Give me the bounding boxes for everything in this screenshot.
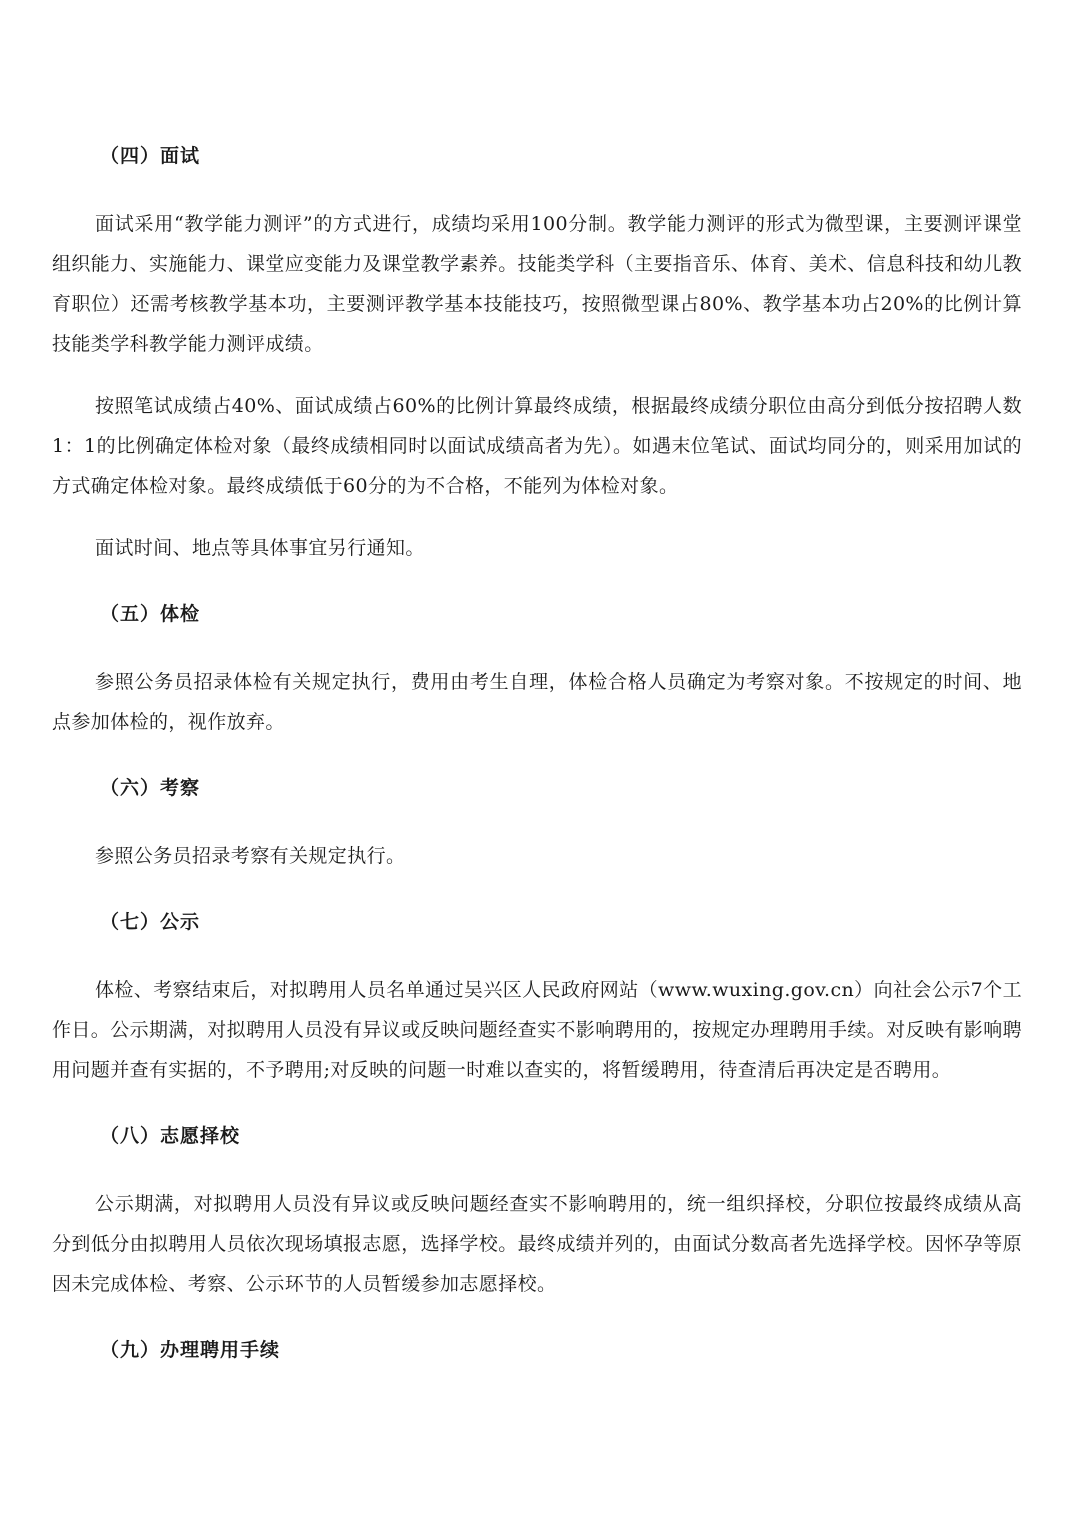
section-heading-interview: （四）面试 bbox=[100, 145, 201, 167]
interview-paragraph-3: 面试时间、地点等具体事宜另行通知。 bbox=[95, 537, 425, 559]
school-choice-paragraph-1: 公示期满，对拟聘用人员没有异议或反映问题经查实不影响聘用的，统一组织择校，分职位按最终成绩从高分到低分由拟聘用人员依次现场填报志愿，选择学校。最终成绩并列的，由面试分数高者先选择学校。因怀孕等原因未完成体检、考察、公示环节的人员暂缓参加志愿择校。 bbox=[52, 1193, 1023, 1295]
section-heading-school-choice: （八）志愿择校 bbox=[100, 1125, 241, 1147]
section-heading-publicity: （七）公示 bbox=[100, 911, 201, 933]
inspection-paragraph-1: 参照公务员招录考察有关规定执行。 bbox=[95, 845, 406, 867]
interview-paragraph-1: 面试采用“教学能力测评”的方式进行，成绩均采用100分制。教学能力测评的形式为微型课，主要测评课堂组织能力、实施能力、课堂应变能力及课堂教学素养。技能类学科（主要指音乐、体育、美术、信息科技和幼儿教育职位）还需考核教学基本功，主要测评教学基本技能技巧，按照微型课占80%、教学基本功占20%的比例计算技能类学科教学能力测评成绩。 bbox=[52, 213, 1023, 355]
interview-paragraph-2: 按照笔试成绩占40%、面试成绩占60%的比例计算最终成绩，根据最终成绩分职位由高分到低分按招聘人数1：1的比例确定体检对象（最终成绩相同时以面试成绩高者为先）。如遇末位笔试、面试均同分的，则采用加试的方式确定体检对象。最终成绩低于60分的为不合格，不能列为体检对象。 bbox=[52, 395, 1022, 497]
document-page bbox=[52, 138, 1022, 1368]
publicity-paragraph-1: 体检、考察结束后，对拟聘用人员名单通过吴兴区人民政府网站（www.wuxing.gov.cn）向社会公示7个工作日。公示期满，对拟聘用人员没有异议或反映问题经查实不影响聘用的，按规定办理聘用手续。对反映有影响聘用问题并查有实据的，不予聘用;对反映的问题一时难以查实的，将暂缓聘用，待查清后再决定是否聘用。 bbox=[52, 979, 1023, 1081]
physical-paragraph-1: 参照公务员招录体检有关规定执行，费用由考生自理，体检合格人员确定为考察对象。不按规定的时间、地点参加体检的，视作放弃。 bbox=[52, 671, 1022, 733]
section-heading-physical: （五）体检 bbox=[100, 603, 201, 625]
section-heading-inspection: （六）考察 bbox=[100, 777, 201, 799]
section-heading-procedures: （九）办理聘用手续 bbox=[100, 1339, 281, 1361]
